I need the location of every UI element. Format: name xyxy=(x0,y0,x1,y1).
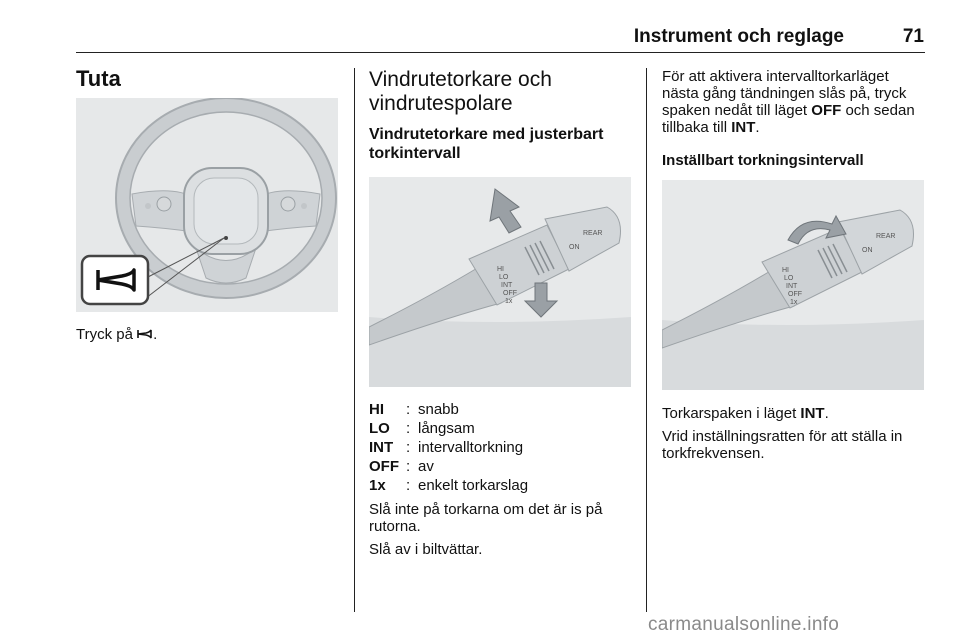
page-header-title: Instrument och reglage xyxy=(633,26,844,47)
lever-int-position-text xyxy=(662,405,928,422)
bold-int: INT xyxy=(800,405,825,422)
lever-label-lo: LO xyxy=(784,275,794,282)
wiper-ice-note: Slå inte på torkarna om det är is på rutorna. xyxy=(369,501,603,535)
setting-value: enkelt torkarslag xyxy=(418,477,529,494)
list-item xyxy=(369,419,639,438)
bold-off: OFF xyxy=(811,102,842,119)
interval-subheading: Inställbart torkningsintervall xyxy=(662,152,864,169)
horn-instruction xyxy=(76,326,336,343)
wiper-lever-figure xyxy=(369,177,631,387)
header-rule xyxy=(76,52,925,53)
paragraph-text: och sedan tillbaka till xyxy=(662,102,915,136)
setting-separator: : xyxy=(406,420,411,437)
list-item xyxy=(369,457,639,476)
list-item xyxy=(369,476,639,495)
paragraph-text: . xyxy=(755,119,760,136)
setting-separator: : xyxy=(406,439,411,456)
paragraph-text: Torkarspaken i läget xyxy=(662,405,801,422)
setting-separator: : xyxy=(406,458,411,475)
setting-term: 1x xyxy=(369,477,386,494)
setting-term: HI xyxy=(369,401,384,418)
setting-value: långsam xyxy=(418,420,475,437)
wiper-settings-list xyxy=(369,400,639,495)
lever-label-hi: HI xyxy=(497,266,504,273)
setting-value: intervalltorkning xyxy=(418,439,524,456)
bold-int: INT xyxy=(731,119,756,136)
section-title-horn: Tuta xyxy=(76,66,121,91)
horn-instruction-text: Tryck på xyxy=(76,326,138,343)
list-item xyxy=(369,400,639,419)
lever-label-hi: HI xyxy=(782,267,789,274)
lever-label-1x: 1x xyxy=(505,298,513,305)
setting-term: INT xyxy=(369,439,394,456)
setting-term: LO xyxy=(369,420,390,437)
lever-label-off: OFF xyxy=(503,290,517,297)
column-divider-left xyxy=(354,68,355,612)
steering-wheel-figure xyxy=(76,98,338,312)
list-item xyxy=(369,438,639,457)
setting-value: snabb xyxy=(418,401,459,418)
watermark: carmanualsonline.info xyxy=(648,614,840,635)
setting-term: OFF xyxy=(369,458,399,475)
horn-instruction-suffix: . xyxy=(153,326,158,343)
setting-value: av xyxy=(418,458,434,475)
lever-label-1x: 1x xyxy=(790,299,798,306)
page-number: 71 xyxy=(902,26,924,47)
setting-separator: : xyxy=(406,477,411,494)
lever-label-lo: LO xyxy=(499,274,509,281)
inline-horn-icon xyxy=(137,327,153,339)
lever-label-int: INT xyxy=(501,282,513,289)
lever-label-int: INT xyxy=(786,283,798,290)
wiper-subheading: Vindrutetorkare med justerbart torkintervall xyxy=(369,126,604,162)
setting-separator: : xyxy=(406,401,411,418)
adjust-frequency-text: Vrid inställningsratten för att ställa in torkfrekvensen. xyxy=(662,428,903,462)
paragraph-text: . xyxy=(824,405,829,422)
lever-label-off: OFF xyxy=(788,291,802,298)
wiper-heading: Vindrutetorkare och vindrutespolare xyxy=(369,68,552,115)
lever-label-on: ON xyxy=(862,247,873,254)
paragraph-text: För att aktivera intervalltorkarläget nästa gång tändningen slås på, tryck spaken nedåt till läget xyxy=(662,68,907,119)
interval-lever-figure xyxy=(662,180,924,390)
column-divider-right xyxy=(646,68,647,612)
wiper-carwash-note: Slå av i biltvättar. xyxy=(369,541,483,558)
lever-label-rear: REAR xyxy=(876,233,896,240)
lever-label-on: ON xyxy=(569,244,580,251)
interval-activation-paragraph xyxy=(662,68,928,136)
lever-label-rear: REAR xyxy=(583,230,603,237)
